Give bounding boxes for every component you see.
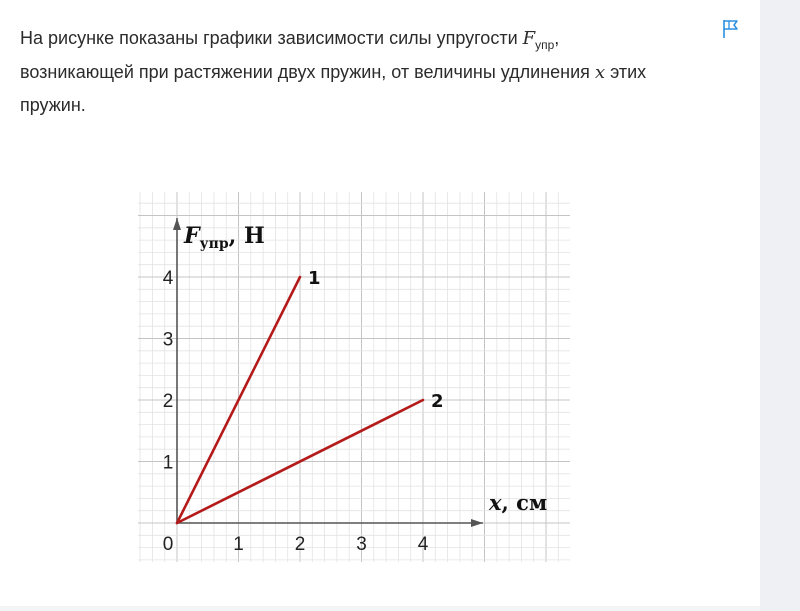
y-axis-symbol: F (184, 223, 200, 249)
y-tick-label: 1 (162, 452, 174, 474)
task-text (20, 22, 710, 121)
x-symbol: x (594, 62, 606, 83)
y-axis-unit: , Н (228, 223, 265, 249)
series-label-2: 2 (431, 391, 444, 412)
x-axis-unit: , см (501, 490, 548, 515)
x-tick-label: 4 (417, 534, 429, 555)
x-tick-label: 2 (294, 534, 306, 555)
x-tick-label: 0 (162, 534, 174, 555)
task-line-3: пружин. (20, 95, 86, 115)
y-tick-label: 3 (162, 329, 174, 351)
x-axis-arrow (471, 519, 483, 527)
task-line-1: На рисунке показаны графики зависимости силы упругости $F_{упр}$, (20, 28, 560, 52)
chart (138, 192, 570, 562)
card-bottom-border (0, 606, 760, 611)
page-margin (760, 0, 800, 611)
series-label-1: 1 (308, 268, 321, 289)
task-line-2: возникающей при растяжении двух пружин, от величины удлинения x этих (20, 62, 647, 83)
x-axis-title (488, 490, 547, 515)
y-axis-title (183, 223, 265, 252)
force-subscript: упр (535, 38, 555, 52)
flag-icon (720, 18, 742, 40)
chart-svg (138, 192, 570, 562)
force-symbol: F (522, 28, 536, 49)
report-flag-button[interactable] (720, 18, 742, 40)
y-tick-label: 2 (162, 391, 174, 412)
x-tick-label: 3 (356, 534, 367, 555)
y-axis-arrow (173, 218, 181, 230)
y-tick-label: 4 (162, 268, 174, 289)
x-axis-symbol: x (489, 490, 502, 515)
y-axis-subscript: упр (199, 236, 229, 252)
x-tick-label: 1 (233, 534, 244, 555)
